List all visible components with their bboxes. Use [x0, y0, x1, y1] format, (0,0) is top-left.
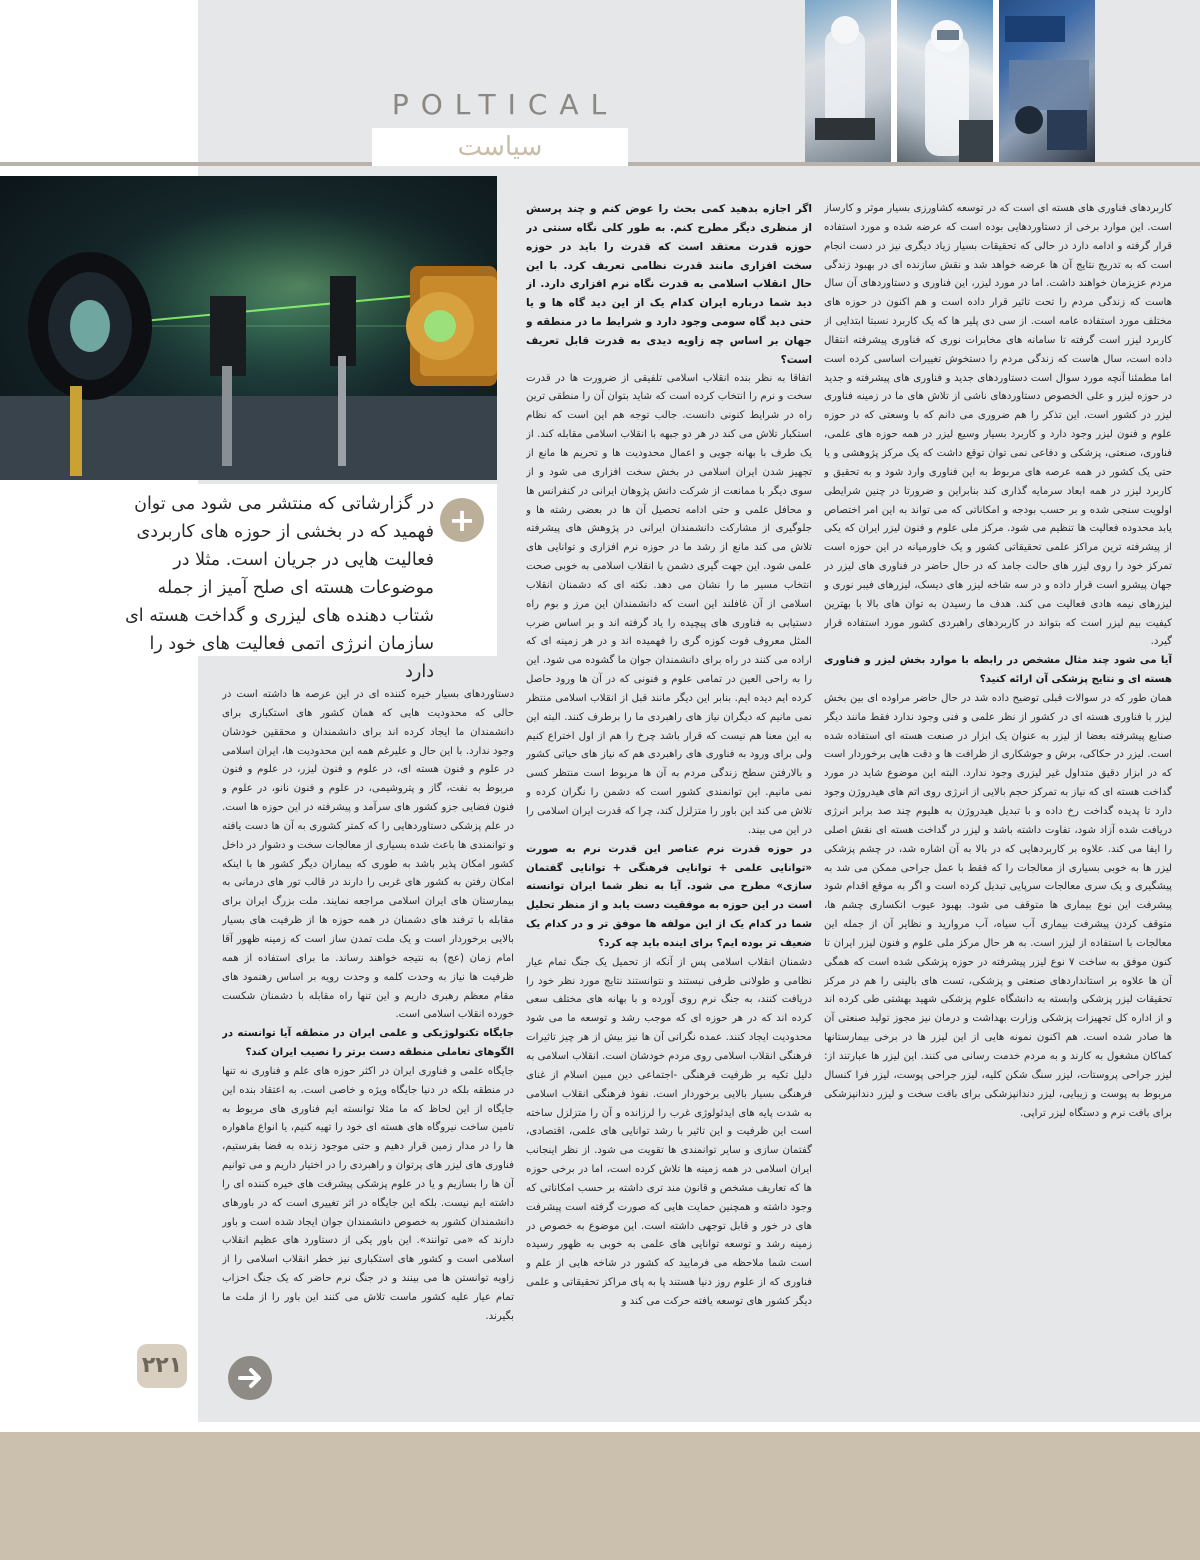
paragraph: کاربردهای فناوری های هسته ای است که در توسعه کشاورزی بسیار موثر و کارساز است. این موارد برخی از دستاوردهایی بوده است که عرضه شده و مورد استفاده قرار گرفته و ادامه دارد در حالی که تحقیقات بسیار زیاد دیگری نیز در دست انجام است که به تدریج نتایج آن ها عرضه خواهد شد و نقش سازنده ای در بهبود زندگی مردم عزیزمان خواهند داشت. اما در مورد لیزر، این فناوری و دستاوردهای آن سال هاست که زندگی مردم را تحت تاثیر قرار داده است و هم اکنون در حوزه های مختلف مورد استفاده عامه است. از سی دی پلیر ها که یک کاربرد نسبتا ابتدایی از کاربرد لیزر است گرفته تا سامانه های مخابرات نوری که فناوری پیشرفته انتقال داده است، سال هاست که زندگی مردم را دستخوش تغییرات اساسی کرده است اما مطمئنا آنچه مورد سوال است دستاوردهای جدید و فناوری های پیشرفته و جدید در حوزه لیزر و علی الخصوص دستاوردهای ناشی از تلاش های ما در زمینه فناوری لیزر در کشور است. این تذکر را هم ضروری می دانم که با وسعتی که در حوزه علوم و فنون لیزر وجود دارد و کاربرد بسیار وسیع لیزر در همه حوزه های علمی، فناوری، صنعتی، پزشکی و دفاعی نمی توان توقع داشت که یک مرکز پژوهشی و یا حتی یک کشور در همه عرصه های مربوط به این فناوری وارد شود و به تحقیق و کاربرد لیزر در همه ابعاد سرمایه گذاری کند بنابراین و ضرورتا در چنین شرایطی اولویت سنجی شده و بر حسب بودجه و امکاناتی که می تواند به این امر اختصاص یابد محدوده فعالیت ها تنظیم می شود. مرکز ملی علوم و فنون لیزر ایران که یکی از پیشرفته ترین مراکز علمی تحقیقاتی کشور و یک خاورمیانه در این حوزه است تمرکز خود را روی لیزر های حالت جامد که در حال حاضر در فناوری های لیزر در جهان پیشرو است قرار داده و در سه شاخه لیزر های دیسک، لیزرهای فیبر نوری و لیزرهای نیمه هادی فعالیت می کند. هدف ما رسیدن به توان های بالا با بهترین کیفیت بیم لیزر است که بتواند در کاربردهای راهبردی کشور مورد استفاده قرار گیرد.: [824, 203, 1172, 648]
interview-question: در حوزه قدرت نرم عناصر این قدرت نرم به صورت «توانایی علمی + توانایی فرهنگی + توانایی گفتمان سازی» مطرح می شود. آیا به نظر شما ایران توانسته است در این حوزه به موفقیت دست یابد و از منظر تحلیل شما در کدام یک از این مولفه ها موفق تر و در کدام یک ضعیف تر بوده ایم؟ برای اینده باید چه کرد؟: [526, 843, 812, 949]
paragraph: دشمنان انقلاب اسلامی پس از آنکه از تحمیل یک جنگ تمام عیار نظامی و طولانی طرفی نبستند و نتوانستند نتایج مورد نظر خود را دریافت کنند، به جنگ نرم روی آورده و با بهانه های مختلف سعی کرده اند که در هر حوزه ای که موجب رشد و توسعه ما می شود محدودیت ایجاد کنند. عمده نگرانی آن ها نیز بیش از هر چیز تاثیرات فرهنگی انقلاب اسلامی روی مردم خودشان است. انقلاب اسلامی به دلیل تکیه بر ظرفیت فرهنگی -اجتماعی دین مبین اسلام از غنای فرهنگی بسیار بالایی برخوردار است. نفوذ فرهنگی انقلاب اسلامی به شدت پایه های ایدئولوژی غرب را لرزانده و آن را متزلزل ساخته است این ظرفیت و این تاثیر با رشد توانایی های علمی، اقتصادی، گفتمان سازی و سایر توانمندی ها تقویت می شود. از نظر اینجانب ایران اسلامی در همه زمینه ها تلاش کرده است، اما در برخی حوزه ها که تعاریف مشخص و قانون مند تری داشته بر حسب امکاناتی که وجود داشته و همچنین حمایت هایی که صورت گرفته است پیشرفت های در خور و قابل توجهی داشته است. این موضوع به خصوص در زمینه رشد و توسعه توانایی های علمی به خوبی به ظهور رسیده است شما ملاحظه می فرمایید که کشور در شاخه هایی از علم و فناوری که از علوم روز دنیا هستند پا به پای مراکز تحقیقاتی و علمی دیگر کشور های توسعه یافته حرکت می کند و: [526, 956, 812, 1307]
plus-icon: +: [440, 498, 484, 542]
lab-photo-2: [897, 0, 993, 162]
section-title-persian: سیاست: [372, 128, 628, 166]
laser-lab-photo: [0, 176, 497, 480]
arrow-right-icon: [228, 1356, 272, 1400]
interview-question: اگر اجازه بدهید کمی بحث را عوض کنم و چند پرسش از منظری دیگر مطرح کنم. به طور کلی نگاه سنتی در حوزه قدرت معتقد است که قدرت را باید در حوزه سخت افزاری مانند قدرت نظامی تعریف کرد. با این حال انقلاب اسلامی به قدرت نگاه نرم افزاری دارد. از دید شما درباره ایران کدام یک از این دید گاه ها و یا حتی دید گاه سومی وجود دارد و شرایط ما در منطقه و جهان بر اساس چه زاویه دیدی به قدرت قابل تعریف است؟: [526, 203, 812, 366]
lab-photo-3: [999, 0, 1095, 162]
pull-quote: در گزارشاتی که منتشر می شود می توان فهمید که در بخشی از حوزه های کاربردی فعالیت هایی در جریان است. مثلا در موضوعات هسته ای صلح آمیز از جمله شتاب دهنده های لیزری و گداخت هسته ای سازمان انرژی اتمی فعالیت های خود را دارد: [125, 494, 434, 682]
lab-photo-1: [805, 0, 891, 162]
page-number: ۲۲۱: [137, 1344, 187, 1388]
bottom-band: [0, 1432, 1200, 1560]
paragraph: اتفاقا به نظر بنده انقلاب اسلامی تلفیقی از ضرورت ها در قدرت سخت و نرم را انتخاب کرده است که شاید بتوان آن را منطقی ترین راه در شرایط کنونی دانست. جالب توجه هم این است که نظام استکبار تلاش می کند در هر دو جبهه با انقلاب اسلامی مقابله کند. از یک طرف با بهانه جویی و اعمال محدودیت ها و تحریم ها مانع از تجهیز شدن ایران اسلامی در بخش سخت افزاری می شود و از سوی دیگر با ممانعت از شرکت دانش پژوهان ایرانی در کنفرانس ها و محافل علمی و حتی ادامه تحصیل آن ها در بعضی رشته ها و جلوگیری از مشارکت دانشمندان ایرانی در پژوهش های پیشرفته تلاش می کند مانع از رشد ما در حوزه نرم افزاری و توانایی های علمی شود. این جهت گیری دشمن با انقلاب اسلامی به خوبی صحت انتخاب مسیر ما را نشان می دهد. نکته ای که دشمنان انقلاب اسلامی از آن غافلند این است که دانشمندان این مرز و بوم راه دستیابی به فناوری های پیچیده را یاد گرفته اند و بر اساس ضرب المثل معروف فوت کوزه گری را فهمیده اند و در هر زمینه ای که اراده می کنند در راه برای دانشمندان جوان ما گشوده می شود. این را به راحی العین در تمامی علوم و فنونی که در آن ها ورود حاصل کرده ایم دیده ایم. بنابر این دیگر مانند قبل از انقلاب اسلامی منتظر نمی مانیم که دیگران نیاز های راهبردی ما را برطرف کنند. البته این به این معنا هم نیست که قرار باشد چرخ را هم از اول اختراع کنیم ولی برای ورود به فناوری های راهبردی هم که نیاز های حیاتی کشور و بالارفتن سطح زندگی مردم به آن ها مربوط است منتظر کسی نمی مانیم. این توانمندی کشور است که دشمن را نگران کرده و تلاش می کند این باور را متزلزل کند، چرا که قدرت ایران اسلامی را در این می بیند.: [526, 372, 812, 836]
interview-question: جایگاه تکنولوژیکی و علمی ایران در منطقه آیا توانسته در الگوهای تعاملی منطقه دست برتر را نصیب ایران کند؟: [222, 1028, 514, 1059]
paragraph: دستاوردهای بسیار خیره کننده ای در این عرصه ها داشته است در حالی که محدودیت هایی که همان کشور های استکباری برای دانشمندان ما ایجاد کرده اند برای دانشمندان و محققین خودشان وجود ندارد. با این حال و علیرغم همه این محدودیت ها، ایران اسلامی در علوم و فنون هسته ای، در علوم و فنون لیزر، در علوم و فنون مربوط به نفت، گاز و پتروشیمی، در علوم و فنون نانو، در علوم و فنون فضایی جزو کشور های سرآمد و پیشرفته در این حوزه ها است. در علم پزشکی دستاوردهایی را که کمتر کشوری به آن ها دست یافته و توانمندی ها باعث شده بسیاری از معالجات سخت و دشوار در داخل کشور امکان پذیر باشد به طوری که بیماران دیگر کشور ها با اینکه امکان رفتن به کشور های غربی را دارند در قالب تور های درمانی به بیمارستان های ایران اسلامی مراجعه نمایند. ملت بزرگ ایران برای مقابله با ترفند های دشمنان در همه حوزه ها از ظرفیت های بسیار بالایی برخوردار است و یک ملت تمدن ساز است که زمینه ظهور آقا امام زمان (عج) به نتیجه خواهند رساند. ما برای استفاده از همه ظرفیت ها نیاز به وحدت کلمه و وحدت رویه بر اساس رهنمود های مقام معظم رهبری داریم و این تنها راه مقابله با دشمنان شکست خورده انقلاب اسلامی است.: [222, 689, 514, 1021]
paragraph: جایگاه علمی و فناوری ایران در اکثر حوزه های علم و فناوری نه تنها در منطقه بلکه در دنیا جایگاه ویژه و خاصی است. به اعتقاد بنده این جایگاه از این لحاظ که ما مثلا توانسته ایم فناوری های مربوط به تامین ساخت نیروگاه های هسته ای خود را تهیه کنیم، یا انواع ماهواره ها را در مدار زمین قرار دهیم و حتی موجود زنده به فضا بفرستیم، فناوری های لیزر های پرتوان و راهبردی را در اختیار داریم و می توانیم آن ها را بسازیم و یا در علوم پزشکی پیشرفت های خیره کننده ای را داشته ایم نیست. بلکه این جایگاه در اثر تغییری است که در باورهای دانشمندان کشور به خصوص دانشمندان جوان ایجاد شده است و باور دارند که «می توانند». این باور یکی از دستاورد های عظیم انقلاب اسلامی است و کشور های استکباری نیز خطر انقلاب اسلامی را از زاویه توانستن ها می بینند و در جنگ نرم حاضر که یک جنگ احزاب تمام عیار علیه کشور ماست تلاش می کنند این باور را از ملت ما بگیرند.: [222, 1065, 514, 1322]
article-column-right: [824, 200, 1172, 1410]
section-title-english: POLTICAL: [391, 88, 619, 121]
interview-question: آیا می شود چند مثال مشخص در رابطه با موارد بخش لیزر و فناوری هسته ای و نتایج پزشکی آن ارائه کنید؟: [824, 655, 1172, 686]
paragraph: همان طور که در سوالات قبلی توضیح داده شد در حال حاضر مراوده ای بین بخش لیزر با فناوری هسته ای در کشور از نظر علمی و فنی وجود ندارد فقط مانند دیگر صنایع پیشرفته بعضا از لیزر به عنوان یک ابزار در صنعت هسته ای استفاده شده است. لیزر در حکاکی، برش و جوشکاری از ظرافت ها و دقت هایی برخوردار است که در ابزار دقیق متداول غیر لیزری وجود ندارد. البته این موضوع شاید در مورد گداخت هسته ای که نیاز به تمرکز حجم بالایی از انرژی روی اتم های هیدروژن وجود دارد تا پدیده گداخت رخ داده و با تبدیل هیدروژن به هلیوم چند صد برابر انرژی دریافت شده آزاد شود، تفاوت داشته باشد و لیزر در گداخت هسته ای نقش اصلی را ایفا می کند. علاوه بر کاربردهایی که در بالا به آن اشاره شد، در چشم پزشکی لیزر ها به خوبی بسیاری از معالجات را که فقط با عمل جراحی ممکن می شد به پیشگیری و یک سری معالجات سرپایی تبدیل کرده است و اگر به موقع اقدام شود پیشرفت این نوع بیماری ها متوقف می شود. بهبود عیوب انکساری چشم ها، متوقف کردن پیشرفت بیماری آب سیاه، آب مروارید و نظایر آن از جمله این معالجات با استفاده از لیزر است. به هر حال مرکز ملی علوم و فنون لیزر ایران تا کنون موفق به ساخت ۷ نوع لیزر پیشرفته در حوزه پزشکی شده است که همگی آن ها علاوه بر استانداردهای صنعتی و پزشکی، تست های بالینی را هم در مرکز تحقیقات لیزر پزشکی وابسته به دانشگاه علوم پزشکی شهید بهشتی طی کرده اند و از اداره کل تجهیزات پزشکی وزارت بهداشت و درمان نیز مجوز تولید صنعتی آن ها صادر شده است. هم اکنون نمونه هایی از این لیزر ها در برخی بیمارستانها کماکان مشغول به کارند و به مردم خدمت رسانی می کنند. این لیزر ها عبارتند از: لیزر جراحی پروستات، لیزر سنگ شکن کلیه، لیزر جراحی پوست، لیزر فرا کنسال مربوط به پوست و زیبایی، لیزر دندانپزشکی برای بافت سخت و لیزر دندانپزشکی برای بافت نرم و دستگاه لیزر تراپی.: [824, 692, 1172, 1119]
article-column-left: [222, 686, 514, 1410]
article-column-middle: [526, 200, 812, 1410]
